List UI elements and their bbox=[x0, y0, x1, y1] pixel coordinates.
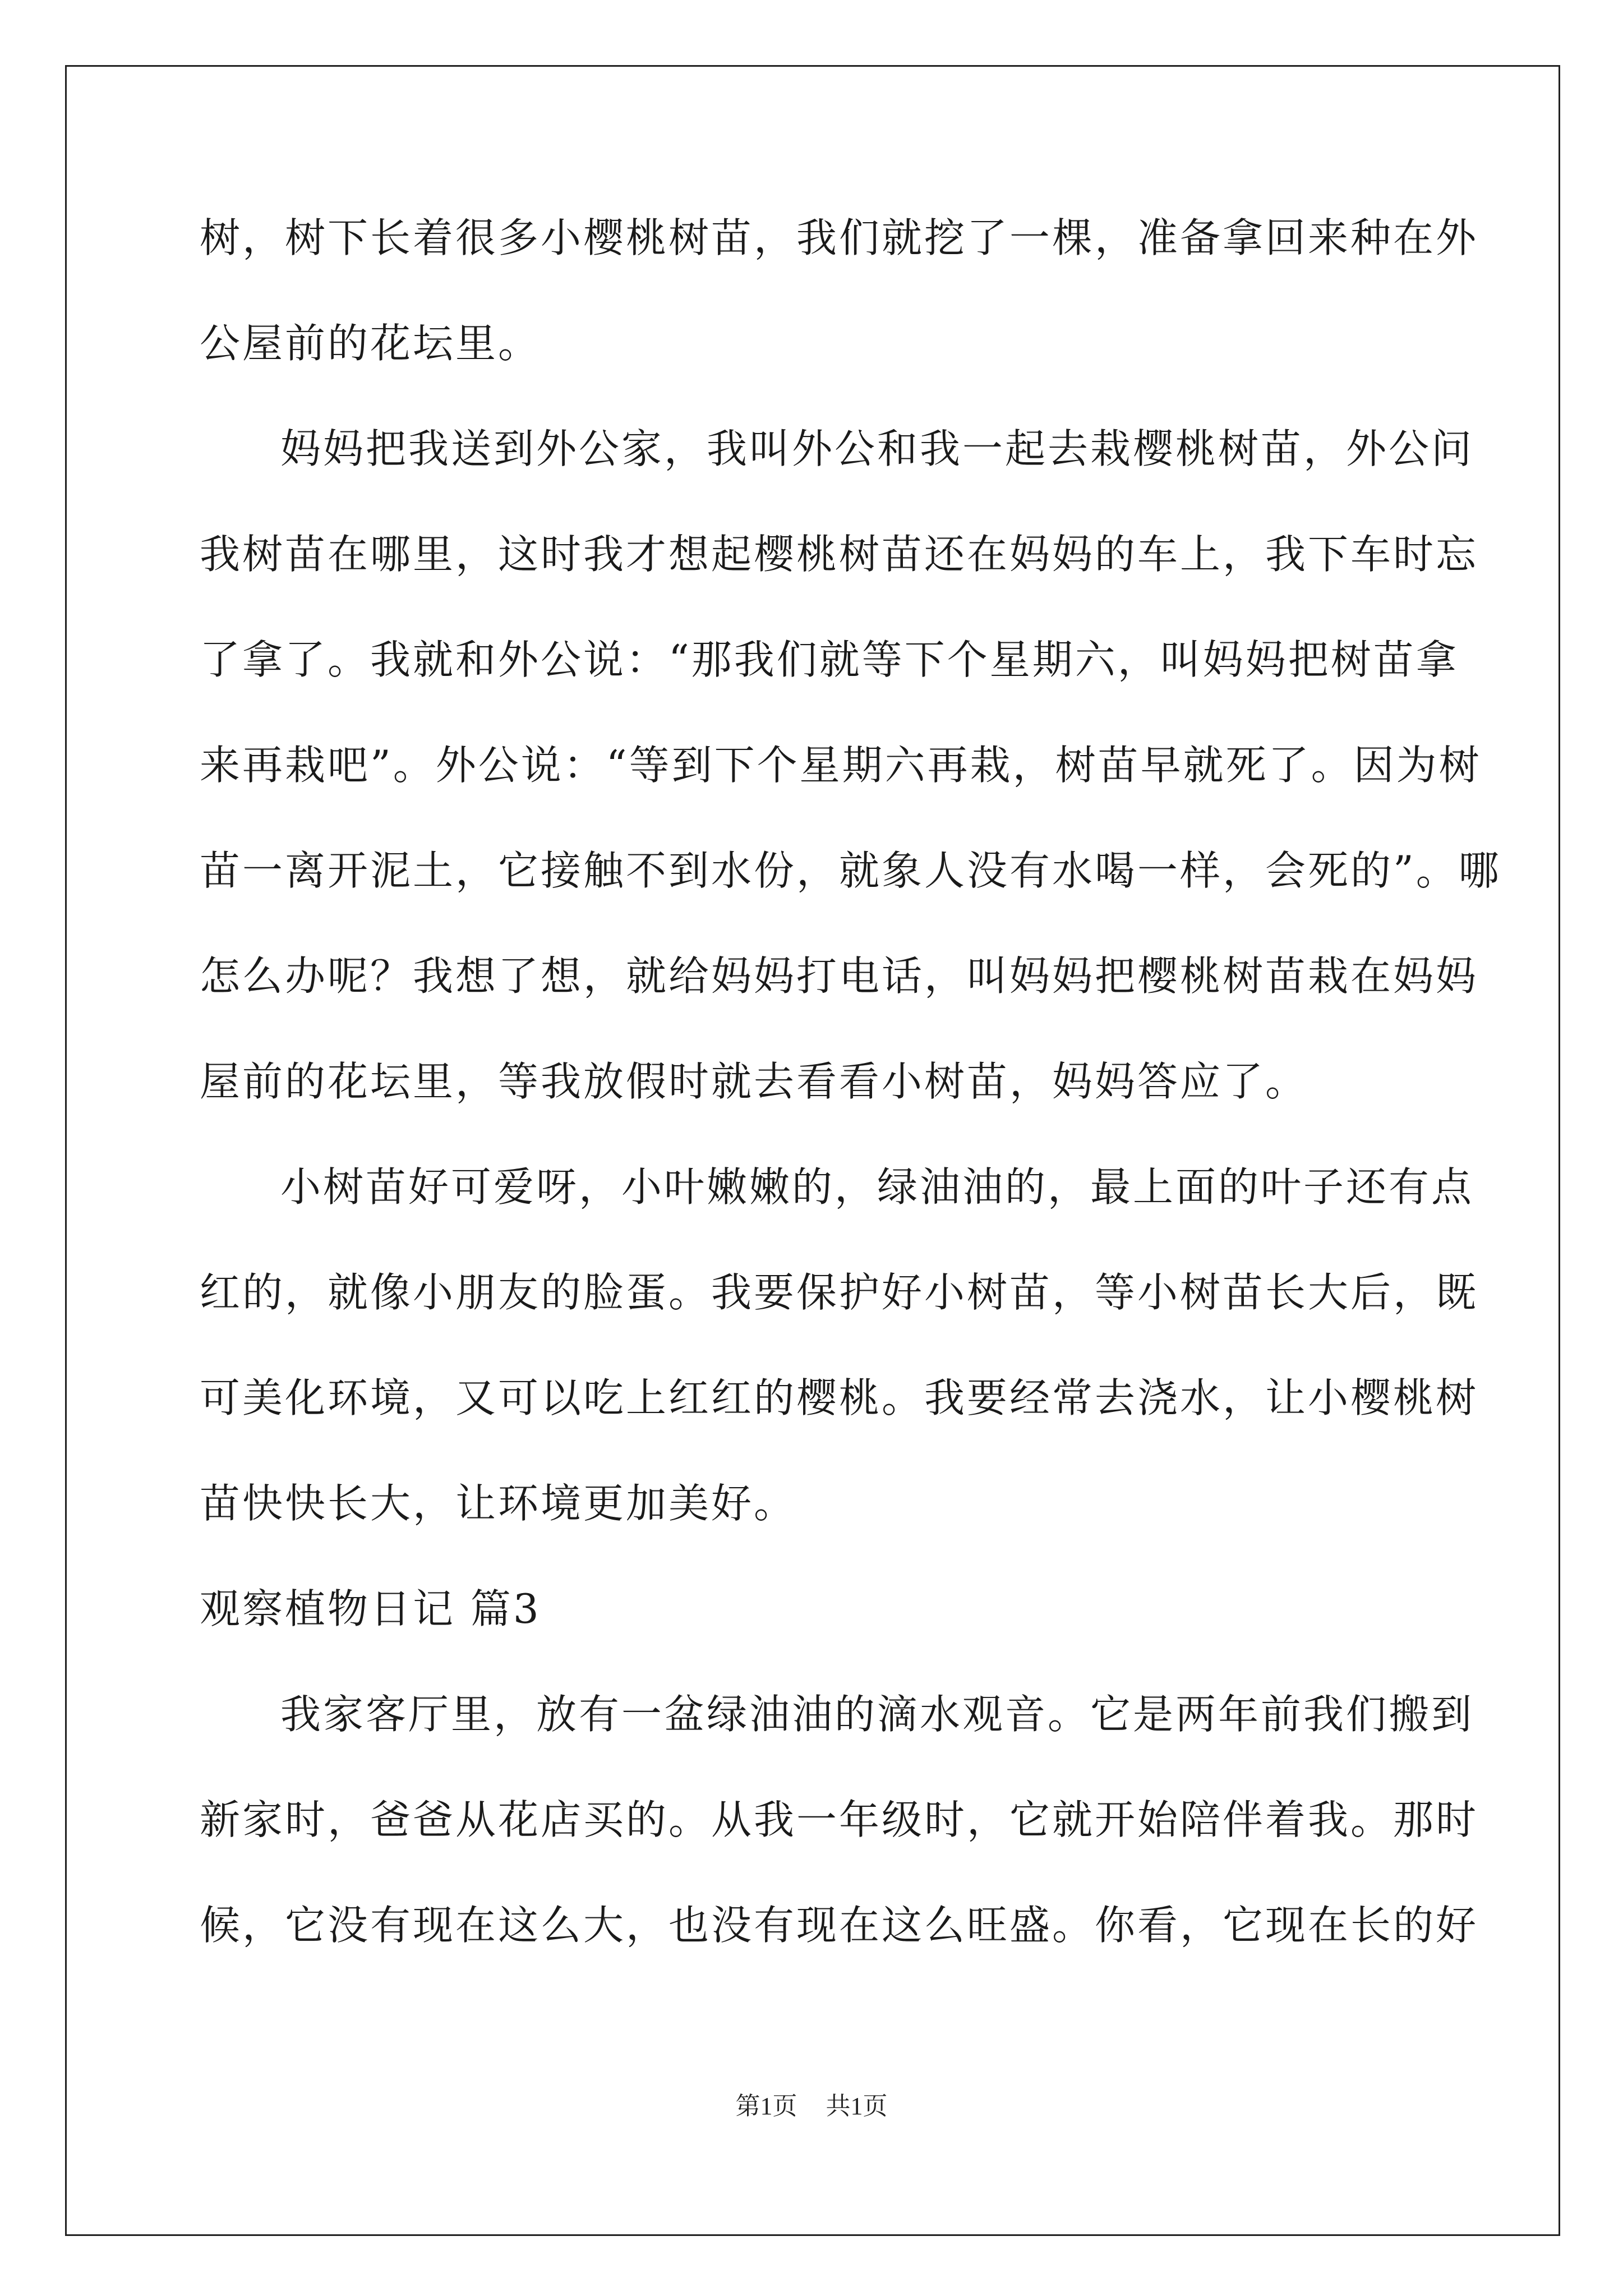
text-line: 公屋前的花坛里。 bbox=[200, 320, 541, 367]
text-line: 苗快快长大，让环境更加美好。 bbox=[200, 1480, 797, 1527]
page-number: 第1页 bbox=[735, 2092, 797, 2120]
text-line: 可美化环境，又可以吃上红红的樱桃。我要经常去浇水，让小樱桃树 bbox=[200, 1374, 1479, 1421]
paragraph-start-line: 我家客厅里，放有一盆绿油油的滴水观音。它是两年前我们搬到 bbox=[280, 1691, 1474, 1738]
text-line: 候，它没有现在这么大，也没有现在这么旺盛。你看，它现在长的好 bbox=[200, 1902, 1479, 1949]
text-line: 我树苗在哪里，这时我才想起樱桃树苗还在妈妈的车上，我下车时忘 bbox=[200, 531, 1479, 578]
text-line: 红的，就像小朋友的脸蛋。我要保护好小树苗，等小树苗长大后，既 bbox=[200, 1269, 1479, 1316]
page-footer bbox=[0, 2086, 1623, 2122]
text-line: 苗一离开泥土，它接触不到水份，就象人没有水喝一样，会死的”。哪 bbox=[200, 847, 1501, 894]
text-line: 树，树下长着很多小樱桃树苗，我们就挖了一棵，准备拿回来种在外 bbox=[200, 214, 1479, 261]
paragraph-start-line: 小树苗好可爱呀，小叶嫩嫩的，绿油油的，最上面的叶子还有点 bbox=[280, 1163, 1474, 1211]
text-line: 了拿了。我就和外公说：“那我们就等下个星期六，叫妈妈把树苗拿 bbox=[200, 636, 1459, 683]
paragraph-start-line: 妈妈把我送到外公家，我叫外公和我一起去栽樱桃树苗，外公问 bbox=[280, 425, 1474, 472]
text-line: 新家时，爸爸从花店买的。从我一年级时，它就开始陪伴着我。那时 bbox=[200, 1796, 1479, 1843]
document-body bbox=[200, 185, 1501, 1978]
page-total: 共1页 bbox=[826, 2092, 888, 2120]
section-heading: 观察植物日记 篇3 bbox=[200, 1585, 541, 1632]
text-line: 怎么办呢？我想了想，就给妈妈打电话，叫妈妈把樱桃树苗栽在妈妈 bbox=[200, 953, 1479, 1000]
text-line: 屋前的花坛里，等我放假时就去看看小树苗，妈妈答应了。 bbox=[200, 1058, 1308, 1105]
text-line: 来再栽吧”。外公说：“等到下个星期六再栽，树苗早就死了。因为树 bbox=[200, 742, 1482, 789]
